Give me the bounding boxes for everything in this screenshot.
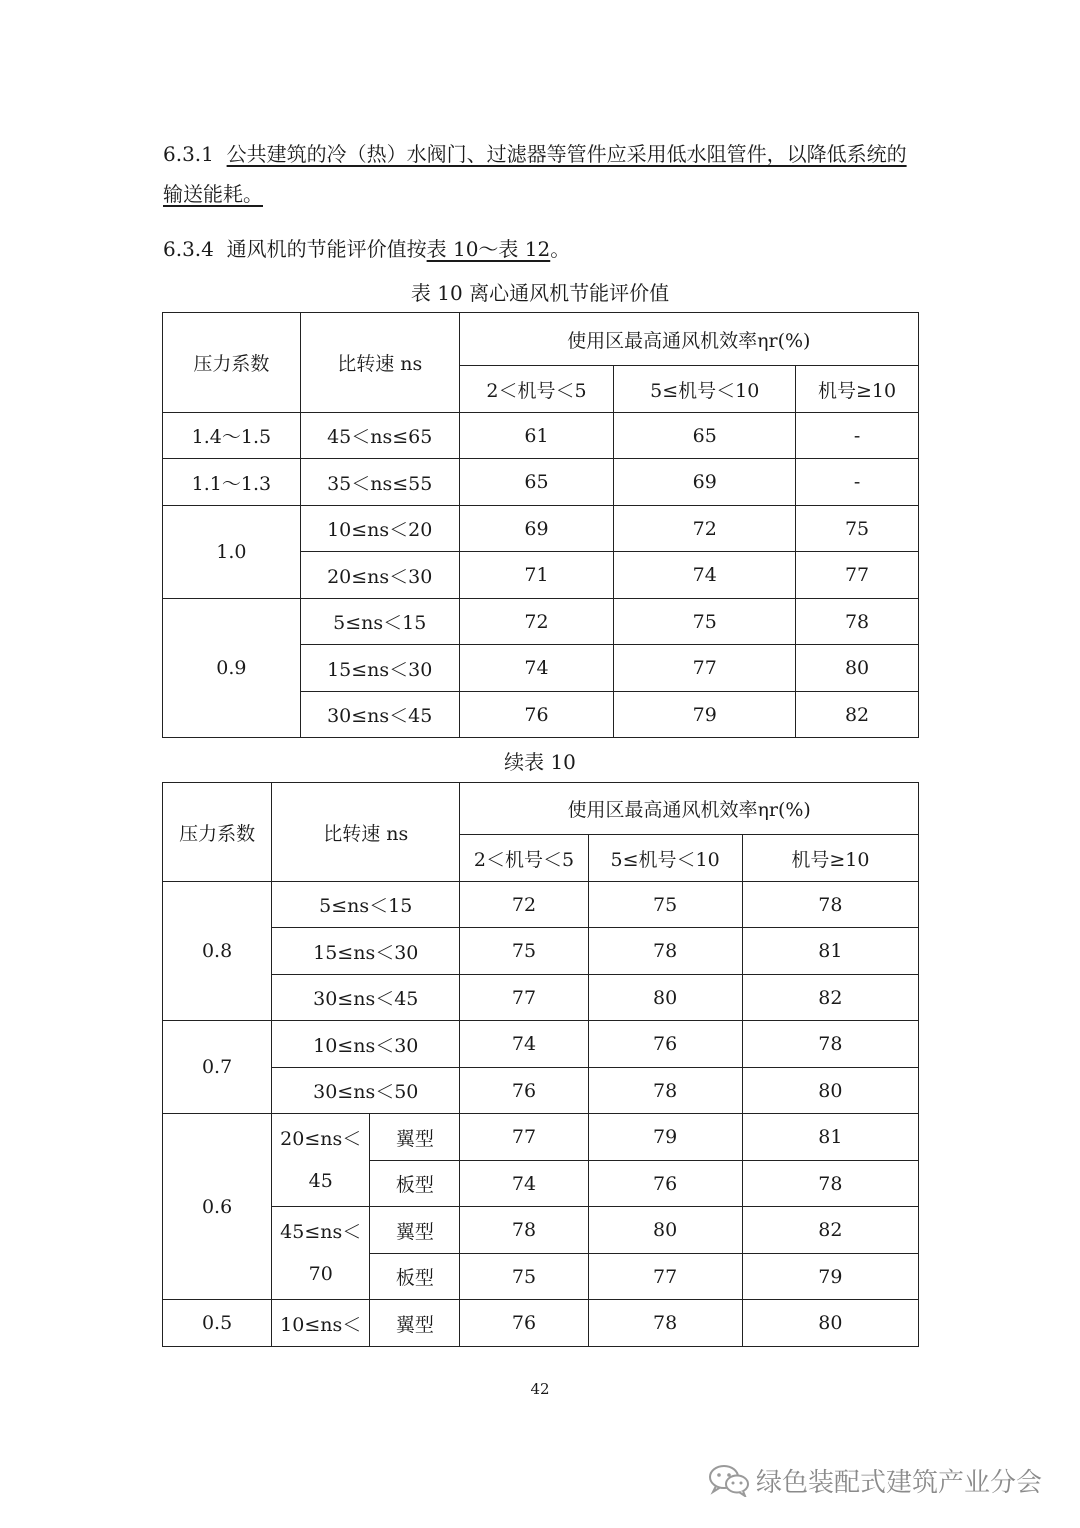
cell-value: 81 [742, 1114, 918, 1161]
cell-value: 80 [588, 1207, 742, 1254]
cell-value: 74 [460, 1021, 588, 1068]
cell-pressure: 0.9 [163, 599, 301, 738]
cell-value: 75 [588, 882, 742, 928]
header-col2: 5≤机号＜10 [614, 366, 796, 413]
cell-pressure: 0.7 [163, 1021, 272, 1114]
cell-value: 75 [796, 506, 919, 552]
cell-value: 78 [742, 1021, 918, 1068]
table-row [163, 413, 919, 459]
cell-value: 78 [588, 1068, 742, 1114]
clause-631 [163, 134, 923, 214]
cell-value: 69 [614, 459, 796, 506]
cell-ns: 5≤ns＜15 [300, 599, 459, 645]
cell-value: 77 [460, 975, 588, 1021]
cell-value: 82 [742, 1207, 918, 1254]
cell-value: 80 [588, 975, 742, 1021]
cell-value: 65 [614, 413, 796, 459]
table10-cont-caption: 续表 10 [504, 750, 576, 774]
header-col3: 机号≥10 [742, 835, 918, 882]
cell-value: - [796, 413, 919, 459]
table10-continued [162, 782, 919, 1347]
cell-value: - [796, 459, 919, 506]
cell-ns: 35＜ns≤55 [300, 459, 459, 506]
cell-value: 74 [459, 645, 614, 692]
cell-ns: 10≤ns＜20 [300, 506, 459, 552]
cell-ns-part: 45≤ns＜ [280, 1221, 362, 1243]
cell-value: 78 [588, 1300, 742, 1347]
cell-value: 79 [614, 692, 796, 738]
cell-ns: 30≤ns＜45 [300, 692, 459, 738]
table-row [163, 1207, 919, 1254]
cell-ns: 5≤ns＜15 [272, 882, 460, 928]
clause-634-text-end: 。 [550, 237, 571, 261]
cell-value: 74 [614, 552, 796, 599]
cell-value: 79 [588, 1114, 742, 1161]
cell-ns-part: 20≤ns＜ [280, 1128, 362, 1150]
cell-value: 77 [796, 552, 919, 599]
cell-ns: 15≤ns＜30 [272, 928, 460, 975]
cell-pressure: 1.1～1.3 [163, 459, 301, 506]
table10 [162, 312, 919, 738]
cell-value: 82 [742, 975, 918, 1021]
cell-value: 72 [614, 506, 796, 552]
table-row [163, 1021, 919, 1068]
cell-value: 77 [588, 1254, 742, 1300]
cell-pressure: 1.4～1.5 [163, 413, 301, 459]
cell-value: 76 [459, 692, 614, 738]
cell-ns: 45＜ns≤65 [300, 413, 459, 459]
cell-type: 板型 [370, 1254, 460, 1300]
cell-value: 79 [742, 1254, 918, 1300]
clause-634-table-ref: 表 10～表 12 [426, 237, 551, 261]
cell-type: 翼型 [370, 1300, 460, 1347]
header-col1: 2＜机号＜5 [460, 835, 588, 882]
cell-value: 74 [460, 1161, 588, 1207]
cell-value: 65 [459, 459, 614, 506]
cell-value: 77 [460, 1114, 588, 1161]
wechat-icon [708, 1463, 750, 1497]
cell-value: 78 [588, 928, 742, 975]
cell-value: 80 [742, 1300, 918, 1347]
cell-pressure: 0.6 [163, 1114, 272, 1300]
clause-634 [163, 229, 923, 269]
table-row [163, 1068, 919, 1114]
header-speed: 比转速 ns [272, 783, 460, 882]
cell-ns: 15≤ns＜30 [300, 645, 459, 692]
cell-ns: 10≤ns＜30 [272, 1021, 460, 1068]
table-row [163, 1114, 919, 1161]
table-row [163, 1300, 919, 1347]
cell-type: 翼型 [370, 1114, 460, 1161]
table10-caption: 表 10 离心通风机节能评价值 [410, 281, 670, 305]
cell-value: 61 [459, 413, 614, 459]
clause-634-number: 6.3.4 [163, 237, 214, 261]
cell-value: 80 [742, 1068, 918, 1114]
cell-ns: 10≤ns＜ [272, 1300, 370, 1347]
clause-631-text: 公共建筑的冷（热）水阀门、过滤器等管件应采用低水阻管件，以降低系统的输送能耗。 [163, 142, 907, 206]
header-pressure: 压力系数 [163, 313, 301, 413]
header-speed: 比转速 ns [300, 313, 459, 413]
table-row [163, 928, 919, 975]
cell-value: 75 [460, 928, 588, 975]
cell-value: 71 [459, 552, 614, 599]
cell-ns [272, 1207, 370, 1300]
cell-value: 69 [459, 506, 614, 552]
header-pressure: 压力系数 [163, 783, 272, 882]
cell-type: 翼型 [370, 1207, 460, 1254]
cell-pressure: 0.5 [163, 1300, 272, 1347]
clause-634-text: 通风机的节能评价值按 [226, 237, 427, 261]
cell-value: 72 [459, 599, 614, 645]
cell-value: 76 [588, 1161, 742, 1207]
header-col2: 5≤机号＜10 [588, 835, 742, 882]
header-col3: 机号≥10 [796, 366, 919, 413]
cell-value: 76 [460, 1300, 588, 1347]
header-col1: 2＜机号＜5 [459, 366, 614, 413]
page-number: 42 [530, 1380, 550, 1398]
watermark-text: 绿色装配式建筑产业分会 [756, 1467, 1043, 1498]
cell-value: 78 [796, 599, 919, 645]
table-row [163, 506, 919, 552]
cell-ns-part: 70 [308, 1263, 333, 1285]
table-row [163, 882, 919, 928]
cell-value: 80 [796, 645, 919, 692]
cell-value: 78 [742, 1161, 918, 1207]
header-efficiency: 使用区最高通风机效率ηr(%) [459, 313, 918, 366]
cell-value: 76 [460, 1068, 588, 1114]
cell-value: 75 [614, 599, 796, 645]
cell-value: 72 [460, 882, 588, 928]
cell-type: 板型 [370, 1161, 460, 1207]
cell-pressure: 1.0 [163, 506, 301, 599]
cell-pressure: 0.8 [163, 882, 272, 1021]
cell-ns: 20≤ns＜30 [300, 552, 459, 599]
watermark [708, 1458, 1042, 1502]
cell-value: 76 [588, 1021, 742, 1068]
table-row [163, 599, 919, 645]
cell-value: 78 [742, 882, 918, 928]
cell-value: 82 [796, 692, 919, 738]
table-row [163, 459, 919, 506]
clause-631-number: 6.3.1 [163, 142, 214, 166]
cell-value: 75 [460, 1254, 588, 1300]
cell-ns-part: 45 [308, 1170, 333, 1192]
cell-ns: 30≤ns＜50 [272, 1068, 460, 1114]
cell-value: 81 [742, 928, 918, 975]
cell-ns [272, 1114, 370, 1207]
cell-value: 78 [460, 1207, 588, 1254]
cell-value: 77 [614, 645, 796, 692]
cell-ns: 30≤ns＜45 [272, 975, 460, 1021]
table-row [163, 975, 919, 1021]
header-efficiency: 使用区最高通风机效率ηr(%) [460, 783, 919, 835]
